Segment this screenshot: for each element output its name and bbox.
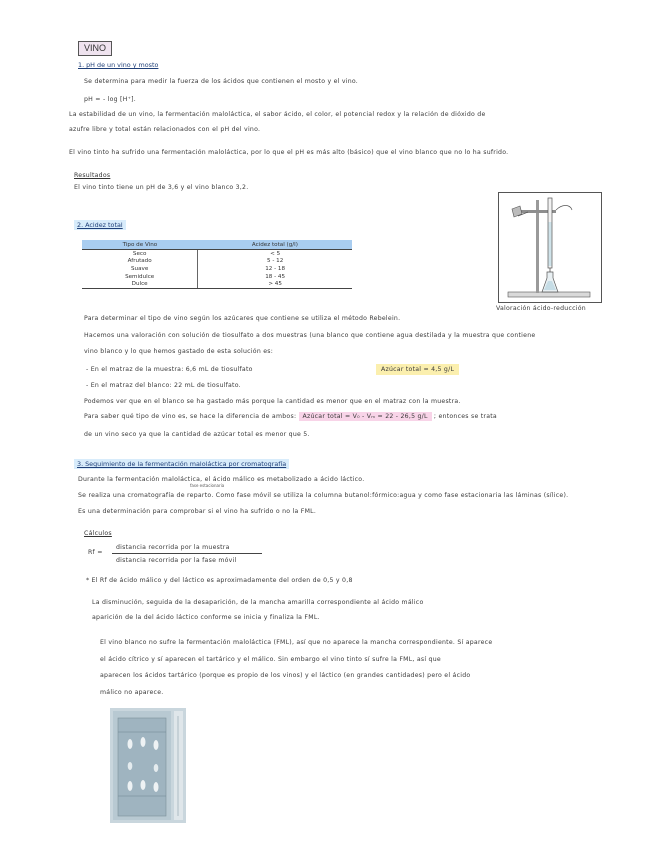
rf-label: Rf = (88, 549, 103, 556)
table-row (82, 250, 352, 258)
titration-illustration (498, 192, 602, 303)
s1-line-1: pH = - log [H⁺]. (84, 96, 137, 103)
s3-line-1: Se realiza una cromatografía de reparto. Como fase móvil se utiliza la columna butanol:fórmico:agua y como fase estacionaria las láminas (sílice). (78, 492, 569, 499)
table-cell: Suave (82, 265, 198, 273)
conclusion-line-1: el ácido cítrico y sí aparecen el tartárico y el málico. Sin embargo el vino tinto sí sufre la FML, así que (100, 656, 441, 663)
table-cell: Semidulce (82, 273, 198, 281)
s1-line-2: La estabilidad de un vino, la fermentación maloláctica, el sabor ácido, el color, el potencial redox y la relación de dióxido de (69, 111, 486, 118)
s2-line-1: Hacemos una valoración con solución de tiosulfato a dos muestras (una blanco que contiene agua destilada y la muestra que contiene (84, 332, 536, 339)
table-cell: Dulce (82, 280, 198, 288)
s2-line-4: - En el matraz del blanco: 22 mL de tiosulfato. (86, 382, 241, 389)
section-1-heading: 1. pH de un vino y mosto (78, 61, 159, 69)
image-caption: Valoración ácido-reducción (496, 305, 586, 312)
table-cell: 5 - 12 (267, 258, 284, 265)
rf-note: * El Rf de ácido málico y del láctico es aproximadamente del orden de 0,5 y 0,8 (86, 577, 353, 584)
table-cell: > 45 (198, 280, 352, 288)
s3-line-0: Durante la fermentación maloláctica, el ácido málico es metabolizado a ácido láctico. (78, 476, 365, 483)
table-cell: < 5 (270, 250, 281, 257)
calc-label: Cálculos (84, 530, 112, 537)
s2-line-2: vino blanco y lo que hemos gastado de esta solución es: (84, 348, 274, 355)
section-2-heading: 2. Acidez total (74, 220, 126, 230)
mobile-phase-superscript: fase estacionaria (190, 483, 225, 488)
conclusion-line-3: málico no aparece. (100, 689, 164, 696)
s1-line-3: azufre libre y total están relacionados con el pH del vino. (69, 126, 261, 133)
table-header-cell: Tipo de Vino (82, 240, 198, 250)
rf-denominator: distancia recorrida por la fase móvil (116, 557, 237, 564)
conclusion-line-0: El vino blanco no sufre la fermentación maloláctica (FML), así que no aparece la mancha correspondiente. Sí aparece (100, 639, 493, 646)
results-label: Resultados (74, 172, 111, 179)
s3-line-2: Es una determinación para comprobar si el vino ha sufrido o no la FML. (78, 508, 317, 515)
s2-line-3: - En el matraz de la muestra: 6,6 mL de tiosulfato (86, 366, 253, 373)
table-cell: 12 - 18 (265, 265, 286, 272)
calc-line-2: de un vino seco ya que la cantidad de azúcar total es menor que 5. (84, 431, 310, 438)
chromatography-plate-photo (110, 708, 186, 823)
table-row (82, 265, 352, 273)
disappearance-line-0: La disminución, seguida de la desaparición, de la mancha amarilla correspondiente al ácido málico (92, 599, 424, 606)
calc-prefix: Para saber qué tipo de vino es, se hace la diferencia de ambos: (84, 413, 297, 420)
document-title: VINO (78, 41, 112, 56)
section-3-heading: 3. Seguimiento de la fermentación maloláctica por cromatografía (74, 459, 289, 469)
table-row (82, 280, 352, 288)
table-row (82, 273, 352, 281)
acidity-table (82, 240, 352, 289)
s1-line-0: Se determina para medir la fuerza de los ácidos que contienen el mosto y el vino. (84, 78, 359, 85)
calc-formula: Azúcar total = V₀ - Vₘ = 22 - 26,5 g/L (299, 412, 432, 421)
conclusion-line-2: aparecen los ácidos tartárico (porque es propio de los vinos) y el láctico (en grandes cantidades) pero el ácido (100, 672, 471, 679)
s2-line-5: Podemos ver que en el blanco se ha gastado más porque la cantidad es menor que en el matraz con la muestra. (84, 398, 461, 405)
table-row (82, 258, 352, 266)
calc-line-1 (84, 413, 497, 420)
calc-suffix: ; entonces se trata (433, 413, 497, 420)
s1-line-4: El vino tinto ha sufrido una fermentación maloláctica, por lo que el pH es más alto (básico) que el vino blanco que no lo ha sufrido. (69, 149, 509, 156)
table-cell: Seco (82, 250, 198, 258)
rf-numerator: distancia recorrida por la muestra (116, 544, 230, 551)
sugar-note: Azúcar total = 4,5 g/L (376, 364, 459, 375)
table-cell: Afrutado (82, 258, 198, 266)
s2-line-0: Para determinar el tipo de vino según los azúcares que contiene se utiliza el método Rebelein. (84, 315, 401, 322)
table-header-row (82, 240, 352, 250)
fraction-line (112, 553, 262, 554)
table-header-cell: Acidez total (g/l) (198, 240, 352, 250)
results-text: El vino tinto tiene un pH de 3,6 y el vino blanco 3,2. (74, 184, 249, 191)
table-cell: 18 - 45 (265, 273, 286, 280)
disappearance-line-1: aparición de la del ácido láctico conforme se inicia y finaliza la FML. (92, 614, 320, 621)
